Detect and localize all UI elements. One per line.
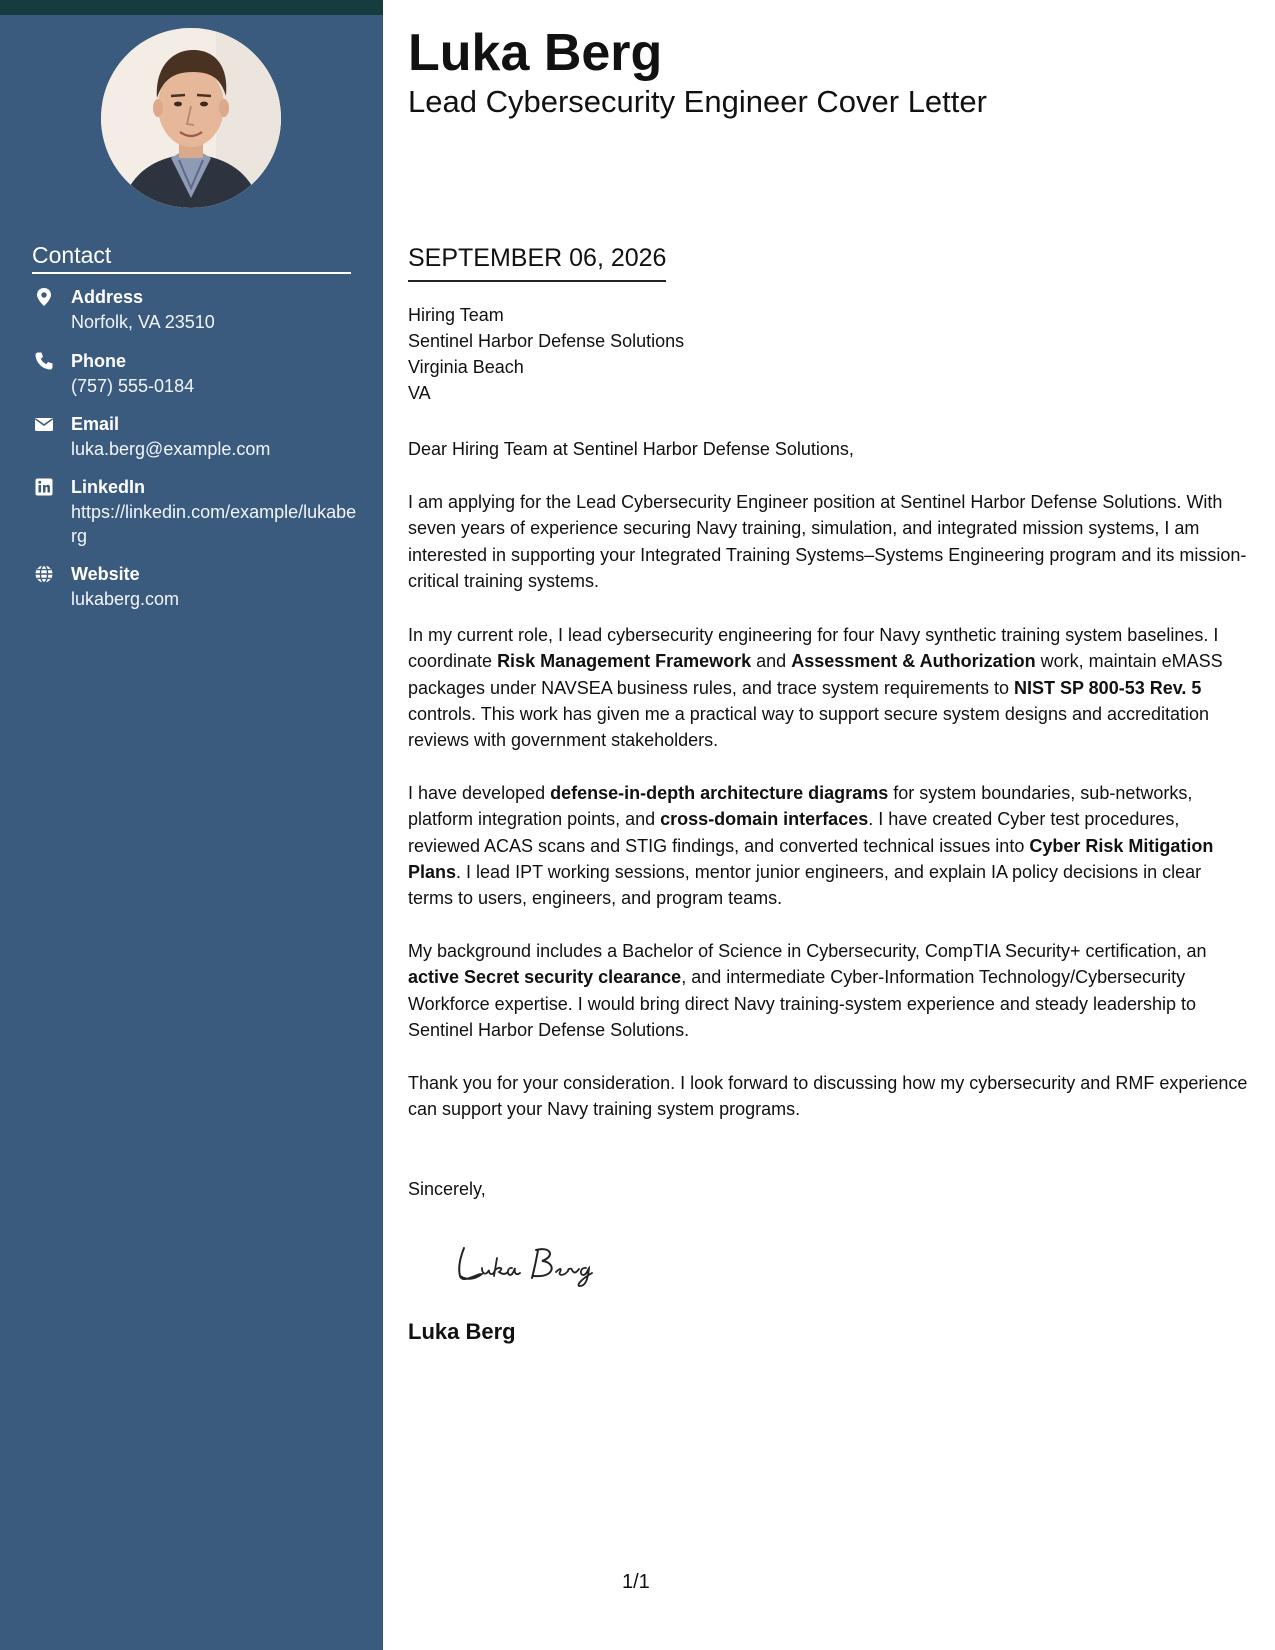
bold-phrase: active Secret security clearance [408, 967, 682, 988]
text-run: work, maintain eMASS packages under NAVSEA business rules, and trace system requirements to [408, 651, 1223, 698]
text-run: for system boundaries, sub-networks, platform integration points, and [408, 783, 1193, 830]
paragraph-3 [408, 780, 1248, 911]
profile-photo [101, 28, 281, 208]
address-label: Address [71, 287, 144, 307]
sidebar-top-bar [0, 0, 383, 15]
text-run: controls. This work has given me a practical way to support secure system designs and accreditation reviews with government stakeholders. [408, 703, 1210, 751]
sidebar [0, 0, 383, 1650]
text-run: , and intermediate Cyber-Information Technology/Cybersecurity Workforce expertise. I would bring direct Navy training-system experience and steady leadership to Sentinel Harbor Defense Solutions. [408, 967, 1197, 1040]
contact-email [32, 412, 362, 462]
text-run: and [751, 651, 792, 672]
text-run: Thank you for your consideration. I look forward to discussing how my cybersecurity and RMF experience can support your Navy training system programs. [408, 1073, 1248, 1120]
location-pin-icon [34, 287, 54, 307]
paragraph-5 [408, 1070, 1248, 1123]
letter-date: SEPTEMBER 06, 2026 [408, 243, 666, 282]
bold-phrase: defense-in-depth architecture diagrams [550, 783, 889, 803]
text-run: I am applying for the Lead Cybersecurity Engineer position at Sentinel Harbor Defense Solutions. With seven years of experience securing Navy training, simulation, and integrated mission systems, I am interested in supporting your Integrated Training Systems–Systems Engineering program and its mission-critical training systems. [408, 492, 1247, 591]
portrait-illustration [101, 28, 281, 208]
bold-phrase: NIST SP 800-53 Rev. 5 [1013, 677, 1202, 698]
bold-phrase: Assessment & Authorization [791, 651, 1036, 672]
document-title: Lead Cybersecurity Engineer Cover Letter [408, 84, 987, 119]
recipient-line: Sentinel Harbor Defense Solutions [408, 331, 685, 351]
paragraph-4 [408, 938, 1248, 1043]
globe-icon [34, 564, 54, 584]
bold-phrase: Risk Management Framework [497, 651, 752, 672]
closing: Sincerely, [408, 1179, 486, 1199]
linkedin-label: LinkedIn [71, 477, 146, 497]
text-run: I have developed [408, 783, 551, 803]
website-label: Website [71, 564, 140, 584]
recipient-line: Virginia Beach [408, 357, 524, 377]
salutation: Dear Hiring Team at Sentinel Harbor Defense Solutions, [408, 439, 854, 459]
email-label: Email [71, 414, 120, 434]
applicant-name: Luka Berg [408, 24, 663, 82]
phone-value[interactable]: (757) 555-0184 [71, 376, 195, 396]
recipient-block [408, 302, 684, 406]
text-run: My background includes a Bachelor of Science in Cybersecurity, CompTIA Security+ certification, an [408, 941, 1207, 961]
text-run: In my current role, I lead cybersecurity engineering for four Navy synthetic training system baselines. I coordinate [408, 625, 1219, 672]
envelope-icon [34, 414, 54, 434]
contact-address [32, 285, 362, 335]
contact-heading: Contact [32, 241, 351, 274]
address-value: Norfolk, VA 23510 [71, 312, 215, 332]
contact-website [32, 562, 362, 612]
email-value[interactable]: luka.berg@example.com [71, 439, 271, 459]
website-value[interactable]: lukaberg.com [71, 589, 180, 609]
recipient-line: VA [408, 383, 431, 403]
linkedin-icon [34, 477, 54, 497]
text-run: . I lead IPT working sessions, mentor junior engineers, and explain IA policy decisions in clear terms to users, engineers, and program teams. [408, 861, 1202, 909]
text-run: . I have created Cyber test procedures, reviewed ACAS scans and STIG findings, and converted technical issues into [408, 809, 1180, 856]
phone-label: Phone [71, 351, 127, 371]
contact-linkedin [32, 475, 362, 549]
handwritten-signature [452, 1228, 632, 1288]
contact-phone [32, 349, 362, 399]
paragraph-2 [408, 622, 1248, 753]
page-number: 1/1 [622, 1571, 650, 1593]
bold-phrase: cross-domain interfaces [660, 809, 869, 830]
recipient-line: Hiring Team [408, 305, 504, 325]
signer-name: Luka Berg [408, 1319, 516, 1344]
linkedin-value[interactable]: https://linkedin.com/example/lukaberg [71, 502, 357, 546]
bold-phrase: Cyber Risk Mitigation Plans [408, 835, 1214, 882]
phone-icon [34, 351, 54, 371]
paragraph-1 [408, 489, 1248, 594]
